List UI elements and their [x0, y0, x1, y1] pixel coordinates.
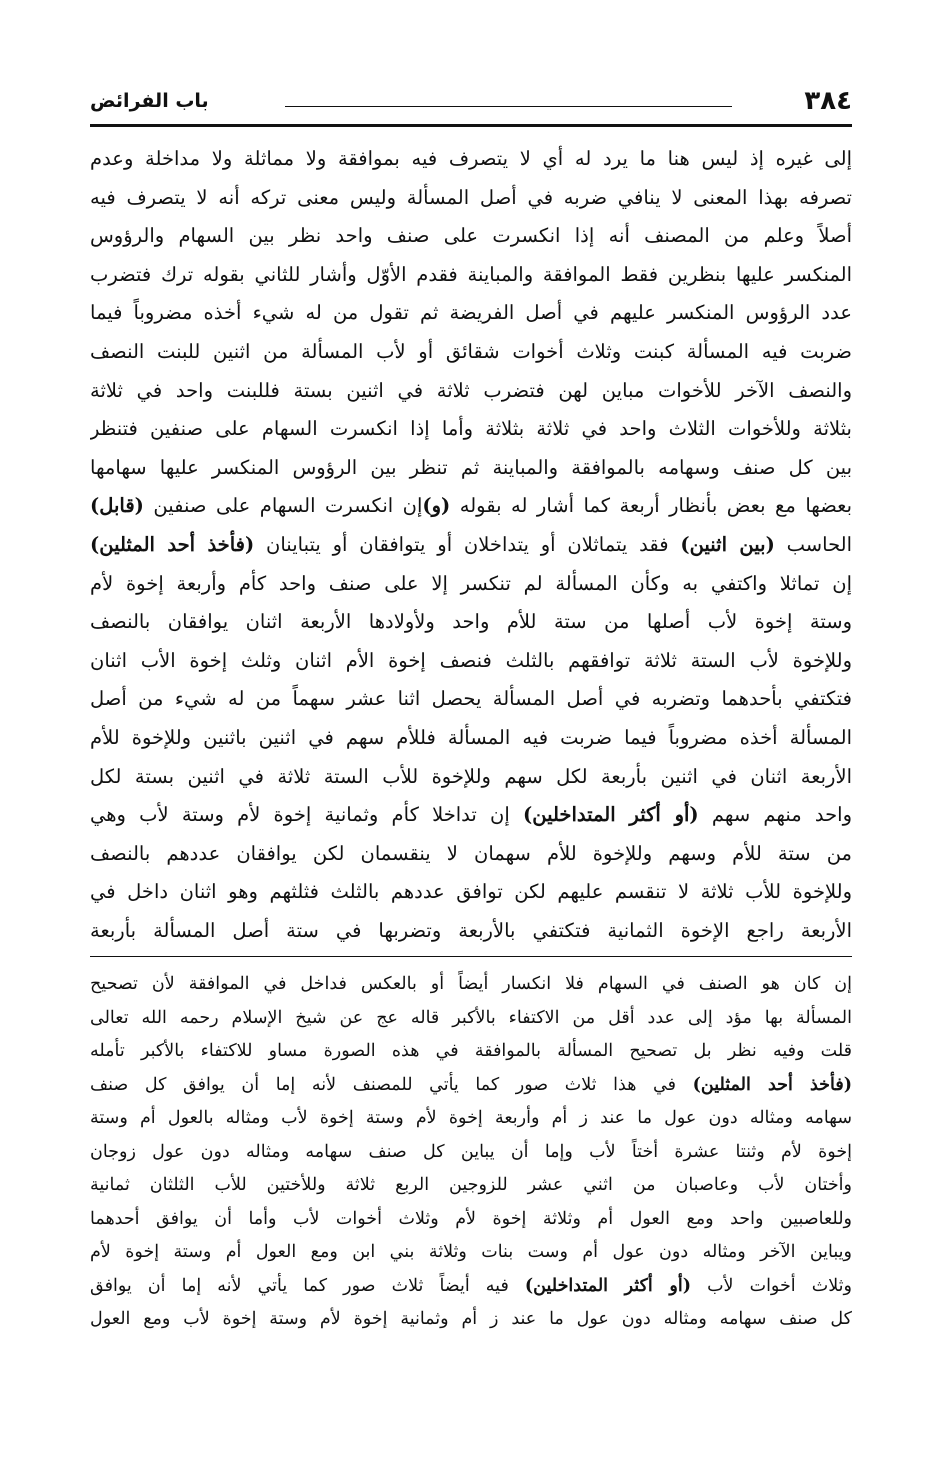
matn-quote: (و): [422, 494, 451, 518]
text-line: [90, 487, 852, 526]
footnote-line: سهامه ومثاله دون عول ما عند ز أم وأربعة إخوة لأم وستة إخوة لأب ومثاله بالعول أم وستة: [90, 1108, 852, 1128]
running-title: باب الفرائض: [90, 90, 209, 112]
text-line: تصرفه بهذا المعنى لا ينافي ضربه في أصل المسألة وليس معنى تركه أنه لا يتصرف فيه: [90, 185, 852, 209]
matn-quote: (بين اثنين): [680, 532, 775, 556]
text-run: فقد يتماثلان أو يتداخلان أو يتوافقان أو يتباينان: [254, 532, 681, 556]
text-line: من ستة للأم وسهم وللإخوة للأم سهمان لا ينقسمان لكن يوافقان عددهم بالنصف: [90, 841, 852, 865]
footnote-line: كل صنف سهامه ومثاله دون عول ما عند ز أم وثمانية إخوة لأم وستة إخوة لأب ومع العول: [90, 1309, 852, 1329]
text-line: ضربت فيه المسألة كبنت وثلاث أخوات شقائق أو لأب المسألة من اثنين للبنت النصف: [90, 339, 852, 363]
page-header: [90, 86, 852, 124]
footnote-line: قلت وفيه نظر بل تصحيح المسألة بالموافقة في هذه الصورة مساو للاكتفاء بالأكبر تأمله: [90, 1041, 852, 1061]
text-run: إن انكسرت السهام على صنفين: [143, 494, 423, 518]
text-run: إن تداخلا كأم وثمانية إخوة لأم وستة لأب وهي: [90, 803, 523, 827]
text-line: عدد الرؤوس المنكسر عليهم في أصل الفريضة ثم تقول من له شيء أخذه مضروباً فيما: [90, 301, 852, 325]
page-number: ٣٨٤: [804, 86, 852, 116]
text-run: بعضها مع بعض بأنظار أربعة كما أشار له بقوله: [450, 494, 852, 518]
footnote-rule: [90, 956, 852, 957]
text-line: المسألة أخذه مضروباً فيما ضربت فيه المسألة فللأم سهم في اثنين باثنين وللإخوة للأم: [90, 725, 852, 749]
text-run: وثلاث أخوات لأب: [690, 1275, 852, 1296]
text-run: في هذا ثلاث صور كما يأتي للمصنف لأنه إما أن يوافق كل صنف: [90, 1074, 693, 1095]
text-line: أصلاً وعلم من المصنف أنه إذا انكسرت على صنف واحد نظر بين السهام والرؤوس: [90, 224, 852, 248]
text-line: المنكسر عليها بنظرين فقط الموافقة والمباينة فقدم الأوّل وأشار للثاني بقوله ترك فتضرب: [90, 262, 852, 286]
text-run: واحد منهم سهم: [698, 803, 852, 827]
text-line: والنصف الآخر للأخوات مباين لهن فتضرب ثلاثة في اثنين بستة فللبنت واحد في ثلاثة: [90, 378, 852, 402]
text-line: وللإخوة لأب الستة ثلاثة توافقهم بالثلث فنصف إخوة الأم اثنان وثلث إخوة الأب اثنان: [90, 648, 852, 672]
matn-quote: (فأخذ أحد المثلين): [692, 1074, 852, 1095]
text-line: بين كل صنف وسهامه بالموافقة والمباينة ثم تنظر بين الرؤوس المنكسر عليها سهامها: [90, 455, 852, 479]
main-text: [90, 140, 852, 950]
text-line: الأربعة راجع الإخوة الثمانية فتكتفي بالأربعة وتضربها في ستة أصل المسألة بأربعة: [90, 918, 852, 942]
text-line: إن تماثلا واكتفي به وكأن المسألة لم تنكسر إلا على صنف واحد كأم وأربعة إخوة لأم: [90, 571, 852, 595]
footnote-line: وأختان لأب وعاصبان من اثني عشر للزوجين الربع ثلاثة وللأختين للأب الثلثان ثمانية: [90, 1175, 852, 1195]
text-line: [90, 526, 852, 565]
text-line: وللإخوة للأب ثلاثة لا تنقسم عليهم لكن توافق عددهم بالثلث فثلثهم وهو اثنان داخل في: [90, 880, 852, 904]
text-line: وستة إخوة لأب أصلها من ستة للأم واحد ولأولادها الأربعة اثنان يوافقان بالنصف: [90, 610, 852, 634]
footnote-line: إخوة لأم وثنتا عشرة أختاً لأب وإما أن يباين كل صنف سهامه ومثاله دون عول زوجان: [90, 1141, 852, 1162]
matn-quote: (قابل): [90, 494, 144, 518]
text-run: الحاسب: [774, 532, 852, 556]
matn-quote: (فأخذ أحد المثلين): [90, 532, 255, 556]
text-line: بثلاثة وللأخوات الثلاث واحد في ثلاثة بثلاثة وأما إذا انكسرت السهام على صنفين فتنظر: [90, 417, 852, 441]
text-line: [90, 796, 852, 835]
matn-quote: (أو أكثر المتداخلين): [524, 1275, 691, 1296]
text-line: فتكتفي بأحدهما وتضربه في أصل المسألة يحصل اثنا عشر سهماً من له شيء من أصل: [90, 687, 852, 711]
footnote-line: ويباين الآخر ومثاله دون عول أم وست بنات وثلاثة بني ابن ومع العول أم وستة إخوة لأم: [90, 1242, 852, 1262]
footnotes: [90, 968, 852, 1337]
footnote-line: وللعاصبين واحد ومع العول أم وثلاثة إخوة لأم وثلاث أخوات لأب وأما أن يوافق أحدهما: [90, 1208, 852, 1229]
header-inline-rule: [285, 106, 732, 107]
header-rule: [90, 124, 852, 127]
footnote-line: [90, 1069, 852, 1103]
matn-quote: (أو أكثر المتداخلين): [523, 803, 699, 827]
text-line: إلى غيره إذ ليس هنا ما يرد له أي لا يتصرف فيه بموافقة ولا مماثلة ولا مداخلة وعدم: [90, 147, 852, 170]
footnote-line: المسألة بها مؤد إلى عدد أقل من الاكتفاء بالأكبر قاله عج عن شيخ الإسلام رحمه الله تعالى: [90, 1007, 852, 1028]
text-run: فيه أيضاً ثلاث صور كما يأتي لأنه إما أن يوافق: [90, 1275, 525, 1296]
footnote-line: [90, 1270, 852, 1304]
text-line: الأربعة اثنان في اثنين بأربعة لكل سهم وللإخوة للأب الستة ثلاثة في اثنين بستة لكل: [90, 764, 852, 788]
footnote-line: إن كان هو الصنف في السهام فلا انكسار أيضاً أو بالعكس فداخل في الموافقة لأن تصحيح: [90, 974, 852, 994]
